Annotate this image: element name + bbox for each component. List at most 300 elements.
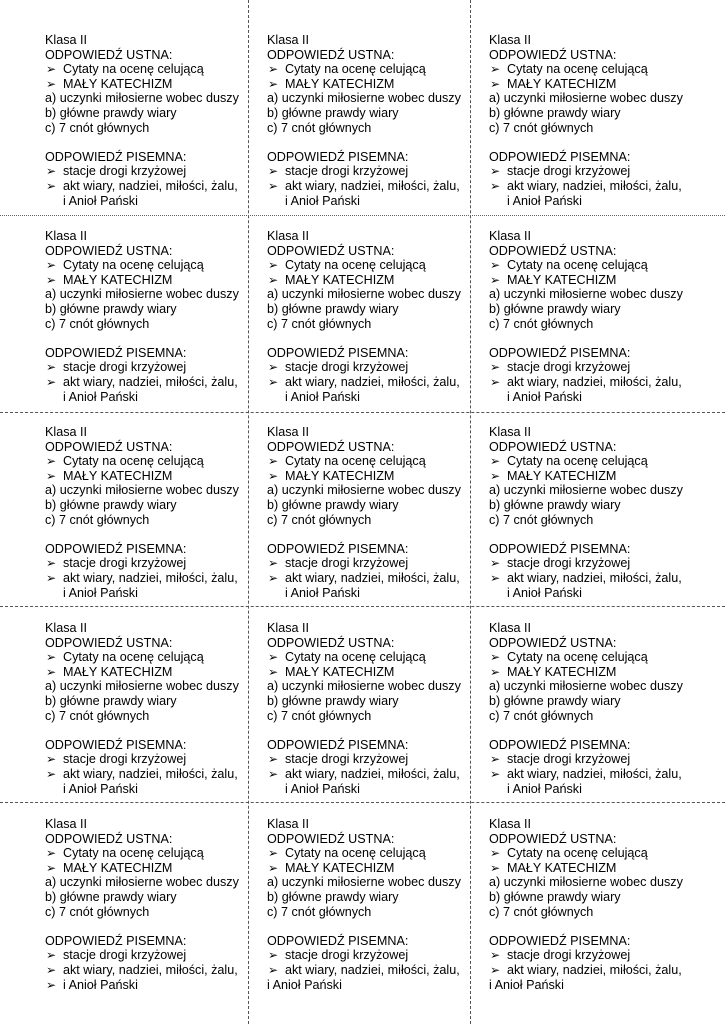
arrow-bullet-icon: ➢: [268, 76, 279, 91]
arrow-bullet-icon: ➢: [268, 752, 279, 767]
bullet-stacje: [489, 752, 704, 767]
bullet-text: MAŁY KATECHIZM: [285, 468, 395, 483]
bullet-text: MAŁY KATECHIZM: [63, 860, 173, 875]
item-c: c) 7 cnót głównych: [45, 904, 150, 919]
item-c: c) 7 cnót głównych: [489, 512, 594, 527]
arrow-bullet-icon: ➢: [46, 570, 57, 585]
bullet-stacje: [45, 164, 260, 179]
aniol-line: i Anioł Pański: [507, 585, 582, 600]
arrow-bullet-icon: ➢: [46, 846, 57, 861]
class-title: Klasa II: [267, 817, 309, 831]
bullet-text: MAŁY KATECHIZM: [285, 76, 395, 91]
bullet-akty: [489, 375, 704, 390]
bullet-katechizm: [489, 861, 704, 876]
horizontal-cut-line: [0, 606, 725, 607]
arrow-bullet-icon: ➢: [268, 860, 279, 875]
item-b: b) główne prawdy wiary: [45, 693, 177, 708]
arrow-bullet-icon: ➢: [490, 766, 501, 781]
oral-answer-heading: ODPOWIEDŹ USTNA:: [489, 47, 617, 62]
bullet-text: akt wiary, nadziei, miłości, żalu,: [285, 178, 460, 193]
bullet-akty: [45, 571, 260, 586]
bullet-text: akt wiary, nadziei, miłości, żalu,: [507, 962, 682, 977]
bullet-text: MAŁY KATECHIZM: [507, 860, 617, 875]
item-b: b) główne prawdy wiary: [267, 497, 399, 512]
bullet-text: stacje drogi krzyżowej: [507, 360, 631, 375]
bullet-text: akt wiary, nadziei, miłości, żalu,: [285, 766, 460, 781]
oral-answer-heading: ODPOWIEDŹ USTNA:: [489, 243, 617, 258]
spacer: [45, 331, 260, 346]
bullet-akty: [45, 179, 260, 194]
item-c: c) 7 cnót głównych: [489, 120, 594, 135]
item-a: a) uczynki miłosierne wobec duszy: [267, 875, 461, 890]
bullet-stacje: [267, 164, 482, 179]
written-answer-heading: ODPOWIEDŹ PISEMNA:: [45, 737, 187, 752]
arrow-bullet-icon: ➢: [268, 360, 279, 375]
item-b: b) główne prawdy wiary: [267, 693, 399, 708]
item-a: a) uczynki miłosierne wobec duszy: [489, 91, 683, 106]
item-a: a) uczynki miłosierne wobec duszy: [489, 679, 683, 694]
item-c: c) 7 cnót głównych: [267, 316, 372, 331]
bullet-katechizm: [45, 273, 260, 288]
written-answer-heading: ODPOWIEDŹ PISEMNA:: [267, 149, 409, 164]
arrow-bullet-icon: ➢: [46, 272, 57, 287]
bullet-text: MAŁY KATECHIZM: [507, 468, 617, 483]
written-answer-heading: ODPOWIEDŹ PISEMNA:: [45, 933, 187, 948]
arrow-bullet-icon: ➢: [268, 258, 279, 273]
oral-answer-heading: ODPOWIEDŹ USTNA:: [267, 635, 395, 650]
bullet-akty: [489, 963, 704, 978]
ticket-card: [489, 33, 704, 208]
bullet-text: akt wiary, nadziei, miłości, żalu,: [63, 766, 238, 781]
arrow-bullet-icon: ➢: [46, 664, 57, 679]
bullet-text: akt wiary, nadziei, miłości, żalu,: [285, 962, 460, 977]
arrow-bullet-icon: ➢: [46, 948, 57, 963]
arrow-bullet-icon: ➢: [46, 76, 57, 91]
oral-answer-heading: ODPOWIEDŹ USTNA:: [45, 831, 173, 846]
arrow-bullet-icon: ➢: [490, 454, 501, 469]
written-answer-heading: ODPOWIEDŹ PISEMNA:: [267, 345, 409, 360]
bullet-text: MAŁY KATECHIZM: [63, 272, 173, 287]
ticket-card: [45, 229, 260, 404]
item-c: c) 7 cnót głównych: [267, 512, 372, 527]
written-answer-heading: ODPOWIEDŹ PISEMNA:: [45, 345, 187, 360]
item-c: c) 7 cnót głównych: [45, 512, 150, 527]
bullet-text: MAŁY KATECHIZM: [507, 664, 617, 679]
item-c: c) 7 cnót głównych: [489, 904, 594, 919]
bullet-akty: [45, 963, 260, 978]
bullet-text: MAŁY KATECHIZM: [285, 664, 395, 679]
item-a: a) uczynki miłosierne wobec duszy: [45, 483, 239, 498]
aniol-line: i Anioł Pański: [63, 781, 138, 796]
aniol-line: i Anioł Pański: [63, 585, 138, 600]
spacer: [489, 527, 704, 542]
aniol-line: i Anioł Pański: [285, 193, 360, 208]
aniol-line: i Anioł Pański: [285, 781, 360, 796]
arrow-bullet-icon: ➢: [46, 766, 57, 781]
arrow-bullet-icon: ➢: [46, 374, 57, 389]
arrow-bullet-icon: ➢: [268, 454, 279, 469]
bullet-text: Cytaty na ocenę celującą: [285, 258, 426, 273]
bullet-text: Cytaty na ocenę celującą: [507, 258, 648, 273]
class-title: Klasa II: [45, 33, 87, 47]
ticket-card: [489, 817, 704, 992]
bullet-text: stacje drogi krzyżowej: [285, 556, 409, 571]
arrow-bullet-icon: ➢: [490, 360, 501, 375]
arrow-bullet-icon: ➢: [268, 766, 279, 781]
written-answer-heading: ODPOWIEDŹ PISEMNA:: [267, 933, 409, 948]
oral-answer-heading: ODPOWIEDŹ USTNA:: [267, 243, 395, 258]
bullet-katechizm: [489, 273, 704, 288]
item-b: b) główne prawdy wiary: [489, 105, 621, 120]
item-a: a) uczynki miłosierne wobec duszy: [489, 483, 683, 498]
arrow-bullet-icon: ➢: [268, 556, 279, 571]
bullet-katechizm: [489, 665, 704, 680]
arrow-bullet-icon: ➢: [268, 948, 279, 963]
item-a: a) uczynki miłosierne wobec duszy: [45, 91, 239, 106]
bullet-text: akt wiary, nadziei, miłości, żalu,: [507, 374, 682, 389]
item-b: b) główne prawdy wiary: [45, 497, 177, 512]
bullet-text: stacje drogi krzyżowej: [63, 752, 187, 767]
spacer: [489, 723, 704, 738]
item-a: a) uczynki miłosierne wobec duszy: [45, 679, 239, 694]
arrow-bullet-icon: ➢: [490, 374, 501, 389]
bullet-akty: [267, 179, 482, 194]
arrow-bullet-icon: ➢: [268, 650, 279, 665]
aniol-line: i Anioł Pański: [63, 193, 138, 208]
bullet-katechizm: [489, 77, 704, 92]
ticket-card: [45, 425, 260, 600]
written-answer-heading: ODPOWIEDŹ PISEMNA:: [45, 541, 187, 556]
bullet-text: stacje drogi krzyżowej: [63, 360, 187, 375]
arrow-bullet-icon: ➢: [46, 650, 57, 665]
bullet-text: Cytaty na ocenę celującą: [285, 454, 426, 469]
item-b: b) główne prawdy wiary: [267, 105, 399, 120]
ticket-card: [267, 33, 482, 208]
bullet-text: Cytaty na ocenę celującą: [285, 846, 426, 861]
item-c: c) 7 cnót głównych: [45, 120, 150, 135]
bullet-cytaty: [45, 454, 260, 469]
bullet-katechizm: [45, 77, 260, 92]
bullet-text: Cytaty na ocenę celującą: [285, 62, 426, 77]
item-b: b) główne prawdy wiary: [267, 889, 399, 904]
class-title: Klasa II: [267, 33, 309, 47]
bullet-stacje: [267, 360, 482, 375]
aniol-line: i Anioł Pański: [507, 781, 582, 796]
arrow-bullet-icon: ➢: [46, 164, 57, 179]
bullet-text: Cytaty na ocenę celującą: [507, 454, 648, 469]
item-c: c) 7 cnót głównych: [45, 316, 150, 331]
bullet-akty: [489, 179, 704, 194]
arrow-bullet-icon: ➢: [490, 258, 501, 273]
aniol-line: i Anioł Pański: [285, 389, 360, 404]
arrow-bullet-icon: ➢: [490, 962, 501, 977]
item-a: a) uczynki miłosierne wobec duszy: [267, 287, 461, 302]
arrow-bullet-icon: ➢: [268, 164, 279, 179]
aniol-line: i Anioł Pański: [507, 389, 582, 404]
bullet-text: stacje drogi krzyżowej: [63, 948, 187, 963]
bullet-katechizm: [45, 665, 260, 680]
oral-answer-heading: ODPOWIEDŹ USTNA:: [45, 439, 173, 454]
arrow-bullet-icon: ➢: [268, 272, 279, 287]
spacer: [267, 135, 482, 150]
arrow-bullet-icon: ➢: [46, 752, 57, 767]
aniol-line: i Anioł Pański: [63, 389, 138, 404]
item-b: b) główne prawdy wiary: [489, 889, 621, 904]
bullet-aniol: [45, 978, 260, 993]
written-answer-heading: ODPOWIEDŹ PISEMNA:: [45, 149, 187, 164]
arrow-bullet-icon: ➢: [490, 650, 501, 665]
bullet-text: Cytaty na ocenę celującą: [63, 62, 204, 77]
bullet-katechizm: [267, 861, 482, 876]
item-c: c) 7 cnót głównych: [267, 120, 372, 135]
item-a: a) uczynki miłosierne wobec duszy: [489, 875, 683, 890]
arrow-bullet-icon: ➢: [490, 846, 501, 861]
bullet-text: Cytaty na ocenę celującą: [63, 454, 204, 469]
item-c: c) 7 cnót głównych: [267, 904, 372, 919]
arrow-bullet-icon: ➢: [490, 860, 501, 875]
bullet-text: MAŁY KATECHIZM: [507, 272, 617, 287]
class-title: Klasa II: [45, 425, 87, 439]
oral-answer-heading: ODPOWIEDŹ USTNA:: [267, 831, 395, 846]
bullet-text: stacje drogi krzyżowej: [63, 556, 187, 571]
arrow-bullet-icon: ➢: [268, 570, 279, 585]
bullet-text: MAŁY KATECHIZM: [63, 468, 173, 483]
class-title: Klasa II: [489, 621, 531, 635]
bullet-text: akt wiary, nadziei, miłości, żalu,: [63, 178, 238, 193]
arrow-bullet-icon: ➢: [490, 948, 501, 963]
arrow-bullet-icon: ➢: [46, 454, 57, 469]
bullet-text: MAŁY KATECHIZM: [63, 664, 173, 679]
bullet-text: Cytaty na ocenę celującą: [285, 650, 426, 665]
horizontal-cut-line: [0, 412, 725, 413]
bullet-text: stacje drogi krzyżowej: [63, 164, 187, 179]
item-b: b) główne prawdy wiary: [489, 497, 621, 512]
item-b: b) główne prawdy wiary: [489, 301, 621, 316]
arrow-bullet-icon: ➢: [46, 258, 57, 273]
arrow-bullet-icon: ➢: [46, 962, 57, 977]
class-title: Klasa II: [267, 229, 309, 243]
oral-answer-heading: ODPOWIEDŹ USTNA:: [489, 439, 617, 454]
bullet-text: stacje drogi krzyżowej: [285, 948, 409, 963]
oral-answer-heading: ODPOWIEDŹ USTNA:: [267, 47, 395, 62]
arrow-bullet-icon: ➢: [268, 178, 279, 193]
class-title: Klasa II: [45, 229, 87, 243]
bullet-cytaty: [489, 650, 704, 665]
bullet-cytaty: [45, 62, 260, 77]
bullet-cytaty: [489, 846, 704, 861]
item-c: c) 7 cnót głównych: [45, 708, 150, 723]
bullet-stacje: [489, 164, 704, 179]
bullet-text: akt wiary, nadziei, miłości, żalu,: [285, 570, 460, 585]
item-a: a) uczynki miłosierne wobec duszy: [267, 679, 461, 694]
class-title: Klasa II: [45, 621, 87, 635]
arrow-bullet-icon: ➢: [268, 664, 279, 679]
arrow-bullet-icon: ➢: [490, 272, 501, 287]
ticket-card: [45, 33, 260, 208]
bullet-cytaty: [267, 846, 482, 861]
item-b: b) główne prawdy wiary: [45, 889, 177, 904]
arrow-bullet-icon: ➢: [46, 977, 57, 992]
bullet-text: stacje drogi krzyżowej: [285, 752, 409, 767]
bullet-text: Cytaty na ocenę celującą: [507, 62, 648, 77]
arrow-bullet-icon: ➢: [46, 556, 57, 571]
ticket-card: [45, 621, 260, 796]
ticket-card: [267, 425, 482, 600]
bullet-stacje: [489, 360, 704, 375]
ticket-card: [489, 425, 704, 600]
bullet-text: MAŁY KATECHIZM: [63, 76, 173, 91]
oral-answer-heading: ODPOWIEDŹ USTNA:: [45, 635, 173, 650]
oral-answer-heading: ODPOWIEDŹ USTNA:: [489, 831, 617, 846]
spacer: [267, 919, 482, 934]
spacer: [267, 527, 482, 542]
arrow-bullet-icon: ➢: [268, 374, 279, 389]
arrow-bullet-icon: ➢: [268, 62, 279, 77]
bullet-text: MAŁY KATECHIZM: [507, 76, 617, 91]
written-answer-heading: ODPOWIEDŹ PISEMNA:: [489, 933, 631, 948]
class-title: Klasa II: [489, 229, 531, 243]
arrow-bullet-icon: ➢: [490, 62, 501, 77]
item-c: c) 7 cnót głównych: [267, 708, 372, 723]
bullet-cytaty: [267, 454, 482, 469]
arrow-bullet-icon: ➢: [490, 468, 501, 483]
arrow-bullet-icon: ➢: [46, 468, 57, 483]
bullet-cytaty: [45, 846, 260, 861]
bullet-text: Cytaty na ocenę celującą: [507, 650, 648, 665]
bullet-akty: [45, 767, 260, 782]
bullet-katechizm: [267, 469, 482, 484]
bullet-text: Cytaty na ocenę celującą: [507, 846, 648, 861]
bullet-akty: [267, 963, 482, 978]
bullet-katechizm: [489, 469, 704, 484]
bullet-cytaty: [267, 62, 482, 77]
bullet-text: Cytaty na ocenę celującą: [63, 650, 204, 665]
arrow-bullet-icon: ➢: [46, 62, 57, 77]
bullet-cytaty: [489, 258, 704, 273]
spacer: [45, 527, 260, 542]
arrow-bullet-icon: ➢: [490, 76, 501, 91]
ticket-card: [45, 817, 260, 992]
bullet-katechizm: [45, 469, 260, 484]
spacer: [489, 919, 704, 934]
arrow-bullet-icon: ➢: [490, 752, 501, 767]
bullet-text: akt wiary, nadziei, miłości, żalu,: [285, 374, 460, 389]
class-title: Klasa II: [267, 425, 309, 439]
bullet-text: i Anioł Pański: [63, 977, 138, 992]
horizontal-cut-line: [0, 215, 725, 216]
bullet-stacje: [489, 948, 704, 963]
ticket-card: [489, 621, 704, 796]
ticket-card: [267, 229, 482, 404]
bullet-text: stacje drogi krzyżowej: [507, 948, 631, 963]
written-answer-heading: ODPOWIEDŹ PISEMNA:: [267, 737, 409, 752]
class-title: Klasa II: [489, 425, 531, 439]
bullet-text: Cytaty na ocenę celującą: [63, 258, 204, 273]
ticket-card: [267, 817, 482, 992]
class-title: Klasa II: [489, 817, 531, 831]
oral-answer-heading: ODPOWIEDŹ USTNA:: [45, 243, 173, 258]
arrow-bullet-icon: ➢: [490, 178, 501, 193]
arrow-bullet-icon: ➢: [268, 962, 279, 977]
item-b: b) główne prawdy wiary: [489, 693, 621, 708]
spacer: [267, 723, 482, 738]
item-b: b) główne prawdy wiary: [267, 301, 399, 316]
bullet-text: akt wiary, nadziei, miłości, żalu,: [63, 374, 238, 389]
bullet-text: stacje drogi krzyżowej: [285, 360, 409, 375]
bullet-text: akt wiary, nadziei, miłości, żalu,: [63, 570, 238, 585]
item-c: c) 7 cnót głównych: [489, 708, 594, 723]
bullet-text: Cytaty na ocenę celującą: [63, 846, 204, 861]
bullet-cytaty: [267, 258, 482, 273]
bullet-text: stacje drogi krzyżowej: [507, 164, 631, 179]
aniol-line: i Anioł Pański: [285, 585, 360, 600]
bullet-katechizm: [267, 273, 482, 288]
arrow-bullet-icon: ➢: [268, 468, 279, 483]
bullet-text: akt wiary, nadziei, miłości, żalu,: [507, 766, 682, 781]
bullet-text: stacje drogi krzyżowej: [285, 164, 409, 179]
item-a: a) uczynki miłosierne wobec duszy: [267, 483, 461, 498]
bullet-text: akt wiary, nadziei, miłości, żalu,: [63, 962, 238, 977]
bullet-akty: [45, 375, 260, 390]
aniol-line: i Anioł Pański: [267, 977, 342, 992]
bullet-cytaty: [489, 62, 704, 77]
item-a: a) uczynki miłosierne wobec duszy: [267, 91, 461, 106]
bullet-stacje: [45, 556, 260, 571]
bullet-akty: [489, 767, 704, 782]
arrow-bullet-icon: ➢: [46, 360, 57, 375]
item-c: c) 7 cnót głównych: [489, 316, 594, 331]
item-a: a) uczynki miłosierne wobec duszy: [45, 287, 239, 302]
item-a: a) uczynki miłosierne wobec duszy: [45, 875, 239, 890]
bullet-stacje: [267, 948, 482, 963]
bullet-stacje: [489, 556, 704, 571]
bullet-akty: [489, 571, 704, 586]
ticket-card: [489, 229, 704, 404]
bullet-katechizm: [267, 77, 482, 92]
item-b: b) główne prawdy wiary: [45, 301, 177, 316]
spacer: [489, 135, 704, 150]
bullet-cytaty: [45, 650, 260, 665]
written-answer-heading: ODPOWIEDŹ PISEMNA:: [489, 541, 631, 556]
arrow-bullet-icon: ➢: [490, 570, 501, 585]
bullet-akty: [267, 375, 482, 390]
written-answer-heading: ODPOWIEDŹ PISEMNA:: [489, 737, 631, 752]
item-b: b) główne prawdy wiary: [45, 105, 177, 120]
class-title: Klasa II: [489, 33, 531, 47]
spacer: [45, 919, 260, 934]
written-answer-heading: ODPOWIEDŹ PISEMNA:: [267, 541, 409, 556]
arrow-bullet-icon: ➢: [490, 556, 501, 571]
class-title: Klasa II: [267, 621, 309, 635]
arrow-bullet-icon: ➢: [46, 860, 57, 875]
bullet-stacje: [45, 752, 260, 767]
written-answer-heading: ODPOWIEDŹ PISEMNA:: [489, 345, 631, 360]
arrow-bullet-icon: ➢: [490, 664, 501, 679]
written-answer-heading: ODPOWIEDŹ PISEMNA:: [489, 149, 631, 164]
bullet-text: stacje drogi krzyżowej: [507, 556, 631, 571]
bullet-stacje: [45, 948, 260, 963]
ticket-card: [267, 621, 482, 796]
bullet-cytaty: [489, 454, 704, 469]
bullet-text: akt wiary, nadziei, miłości, żalu,: [507, 570, 682, 585]
bullet-stacje: [267, 752, 482, 767]
bullet-katechizm: [267, 665, 482, 680]
bullet-text: MAŁY KATECHIZM: [285, 272, 395, 287]
bullet-akty: [267, 571, 482, 586]
oral-answer-heading: ODPOWIEDŹ USTNA:: [489, 635, 617, 650]
class-title: Klasa II: [45, 817, 87, 831]
oral-answer-heading: ODPOWIEDŹ USTNA:: [45, 47, 173, 62]
